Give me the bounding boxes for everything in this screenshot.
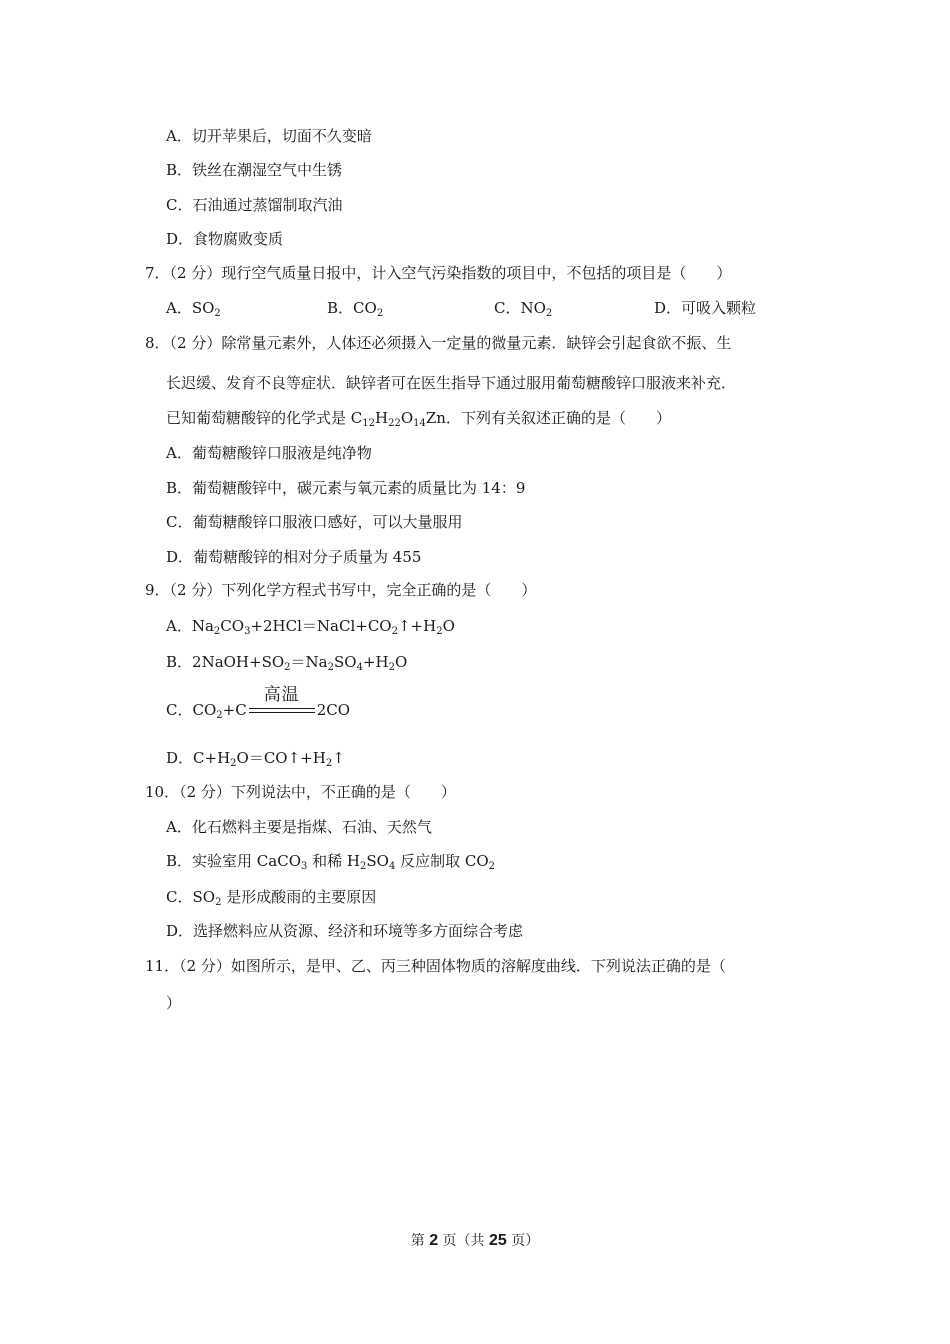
q11-stem-line2: ） <box>166 994 182 1012</box>
q8-option-c: C．葡萄糖酸锌口服液口感好，可以大量服用 <box>166 513 463 531</box>
condition-label: 高温 <box>263 685 300 705</box>
equals-bar-top <box>249 708 315 709</box>
q8-option-a: A．葡萄糖酸锌口服液是纯净物 <box>166 444 372 462</box>
q7-option-b: B．$CO_2$ <box>327 299 384 319</box>
q10-option-b: B．实验室用 CaCO$_3$ 和稀 $H_2SO_4$ 反应制取 $CO_2$ <box>166 852 496 872</box>
q7-option-d: D．可吸入颗粒 <box>654 299 757 317</box>
q6-option-b: B．铁丝在潮湿空气中生锈 <box>166 161 343 179</box>
q9-option-d: D．$C+H_2O=CO↑+H_2↑$ <box>166 749 345 769</box>
q7-option-a: A．$SO_2$ <box>166 299 221 319</box>
q9-stem: 9．（2 分）下列化学方程式书写中，完全正确的是（ ） <box>145 581 537 599</box>
q10-option-d: D．选择燃料应从资源、经济和环境等多方面综合考虑 <box>166 922 524 940</box>
q8-stem-line1: 8．（2 分）除常量元素外，人体还必须摄入一定量的微量元素．缺锌会引起食欲不振、生 <box>145 334 732 352</box>
equals-bar-bottom <box>249 712 315 713</box>
q8-option-d: D．葡萄糖酸锌的相对分子质量为 455 <box>166 548 422 566</box>
q9-option-b: B．$2NaOH+SO_2=Na_2SO_4+H_2O$ <box>166 653 408 673</box>
q9-option-a: A．$Na_2CO_3+2HCl=NaCl+CO_2↑+H_2O$ <box>166 617 455 637</box>
q10-option-a: A．化石燃料主要是指煤、石油、天然气 <box>166 818 432 836</box>
q10-option-c: C．$SO_2$ 是形成酸雨的主要原因 <box>166 888 377 908</box>
q8-stem-line2: 长迟缓、发育不良等症状．缺锌者可在医生指导下通过服用葡萄糖酸锌口服液来补充． <box>166 374 737 392</box>
q7-option-c: C．$NO_2$ <box>494 299 553 319</box>
q9-option-c: C．$CO_2+C$ 高温 2CO <box>166 685 351 721</box>
q10-stem: 10．（2 分）下列说法中，不正确的是（ ） <box>145 783 456 801</box>
page-footer: 第 2 页（共 25 页） <box>410 1232 540 1249</box>
q8-option-b: B．葡萄糖酸锌中，碳元素与氧元素的质量比为 14：9 <box>166 479 526 497</box>
q11-stem-line1: 11．（2 分）如图所示，是甲、乙、丙三种固体物质的溶解度曲线．下列说法正确的是（ <box>145 957 726 975</box>
q7-stem: 7．（2 分）现行空气质量日报中，计入空气污染指数的项目中，不包括的项目是（ ） <box>145 264 732 282</box>
total-page-count: 25 <box>489 1232 507 1249</box>
current-page-number: 2 <box>429 1232 439 1249</box>
reaction-condition <box>249 685 315 721</box>
q8-stem-line3: 已知葡萄糖酸锌的化学式是 $C_{12}H_{22}O_{14}Zn$．下列有关叙述正确的是（ ） <box>166 409 671 429</box>
q6-option-a: A．切开苹果后，切面不久变暗 <box>166 127 372 145</box>
q6-option-d: D．食物腐败变质 <box>166 230 284 248</box>
q6-option-c: C．石油通过蒸馏制取汽油 <box>166 196 343 214</box>
